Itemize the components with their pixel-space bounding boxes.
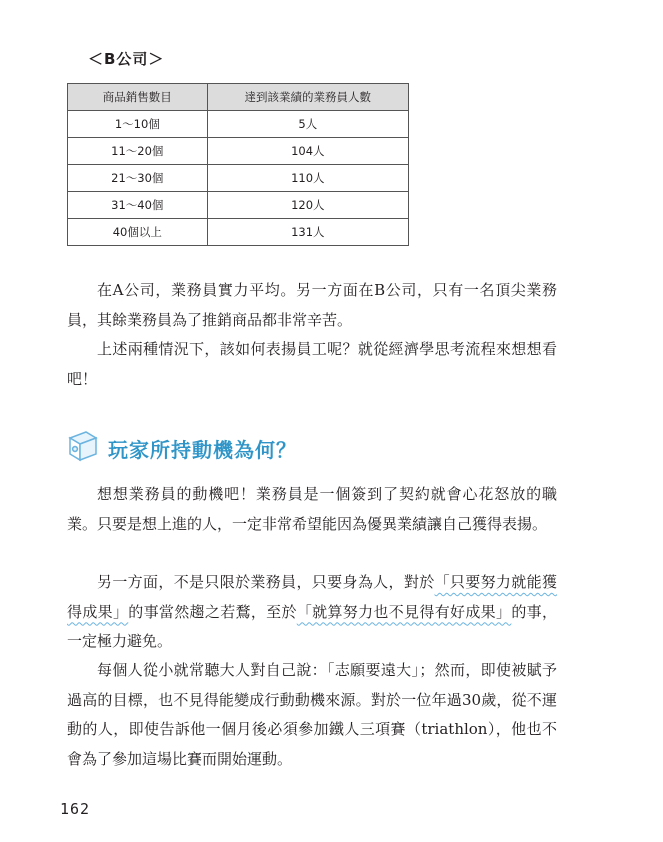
table-cell: 110人	[207, 165, 408, 192]
sales-table	[67, 83, 409, 246]
highlight-phrase: 就能獲得成果」	[67, 573, 557, 621]
table-cell: 131人	[207, 219, 408, 246]
table-row	[68, 138, 409, 165]
table-header-row	[68, 84, 409, 111]
body-paragraph-3: 每個人從小就常聽大人對自己說：「志願要遠大」；然而，即使被賦予過高的目標，也不見得能變成行動動機來源。對於一位年過30歲，從不運動的人，即使告訴他一個月後必須參加鐵人三項賽（triathlon），他也不會為了參加這場比賽而開始運動。	[67, 661, 557, 768]
table-cell: 5人	[207, 111, 408, 138]
table-cell: 11～20個	[68, 138, 208, 165]
table-cell: 40個以上	[68, 219, 208, 246]
body-paragraph-1: 想想業務員的動機吧！業務員是一個簽到了契約就會心花怒放的職業。只要是想上進的人，一定非常希望能因為優異業績讓自己獲得表揚。	[67, 485, 557, 533]
highlight-phrase: 成果」	[465, 602, 512, 621]
intro-paragraph-2: 上述兩種情況下，該如何表揚員工呢？就從經濟學思考流程來想想看吧！	[67, 340, 557, 388]
section-title: 玩家所持動機為何？	[108, 437, 297, 462]
page-number: 162	[60, 800, 91, 818]
table-row	[68, 192, 409, 219]
table-cell: 21～30個	[68, 165, 208, 192]
table-caption: ＜B公司＞	[88, 50, 165, 68]
table-row	[68, 165, 409, 192]
paragraph-text: 的事當然趨之若鶩，至於	[128, 602, 297, 621]
highlight-phrase: 「就算努力也不見得有好	[296, 602, 466, 621]
table-row	[68, 111, 409, 138]
paragraph-text: 另一方面，不是只限於業務員，只要身為人，對於	[97, 573, 435, 591]
intro-paragraph-1: 在A公司，業務員實力平均。另一方面在B公司，只有一名頂尖業務員，其餘業務員為了推銷商品都非常辛苦。	[67, 281, 557, 329]
column-header: 商品銷售數目	[68, 84, 208, 111]
column-header: 達到該業績的業務員人數	[207, 84, 408, 111]
body-paragraph-2	[67, 568, 557, 657]
paragraph-text: 的事，一定極力避免。	[67, 602, 557, 650]
table-cell: 104人	[207, 138, 408, 165]
section-heading	[64, 428, 297, 468]
table-cell: 1～10個	[68, 111, 208, 138]
cube-icon	[64, 428, 100, 468]
table-cell: 120人	[207, 192, 408, 219]
highlight-phrase: 「只要努力	[434, 573, 512, 591]
table-cell: 31～40個	[68, 192, 208, 219]
table-row	[68, 219, 409, 246]
